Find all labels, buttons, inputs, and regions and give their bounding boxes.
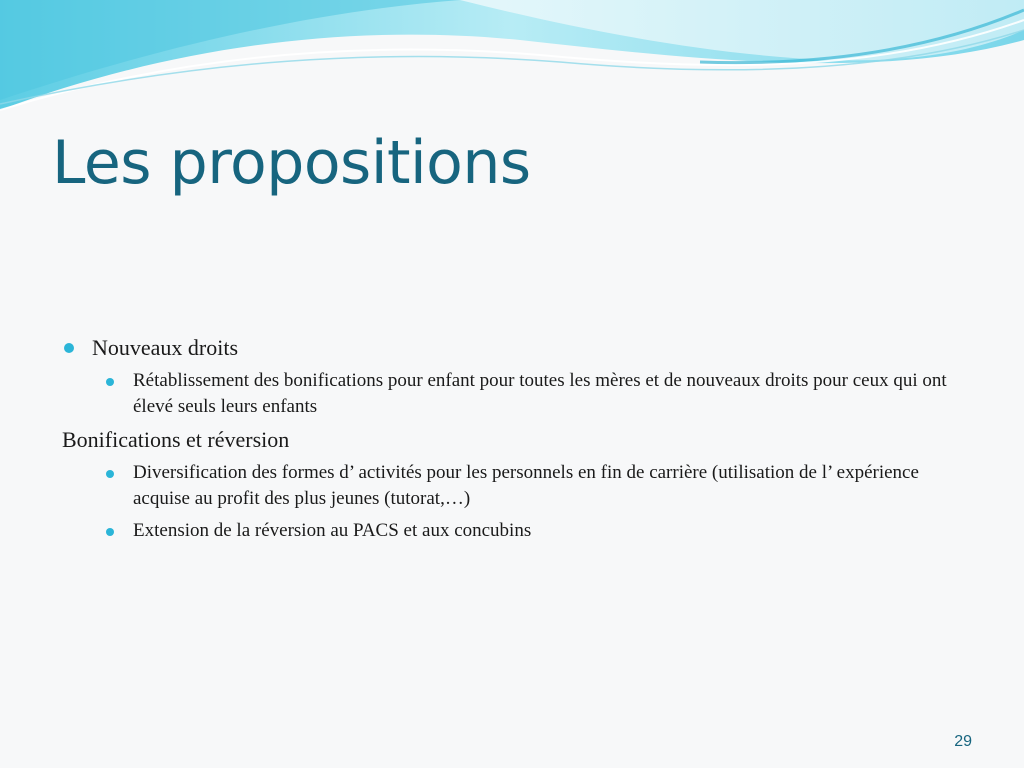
sub-list-item [62,518,953,544]
list-item [62,334,962,362]
list-item-text: Nouveaux droits [92,335,239,360]
sub-list-item-text: Extension de la réversion au PACS et aux concubins [133,520,532,541]
bullet-icon [106,470,114,478]
decorative-wave-header [0,0,1024,130]
slide-content [62,334,962,550]
sub-list-item [62,460,953,512]
bullet-icon [64,343,74,353]
list-item-text: Bonifications et réversion [62,427,290,452]
sub-list-item-text: Rétablissement des bonifications pour enfant pour toutes les mères et de nouveaux droits pour ceux qui ont élevé seuls leurs enfants [133,370,947,417]
list-item [62,426,962,454]
bullet-icon [106,528,114,536]
page-number: 29 [954,733,972,750]
sub-list-item [62,368,953,420]
bullet-icon [106,378,114,386]
sub-list-item-text: Diversification des formes d’ activités pour les personnels en fin de carrière (utilisation de l’ expérience acquise au profit des plus jeunes (tutorat,…) [133,462,919,509]
slide-title: Les propositions [52,128,531,198]
